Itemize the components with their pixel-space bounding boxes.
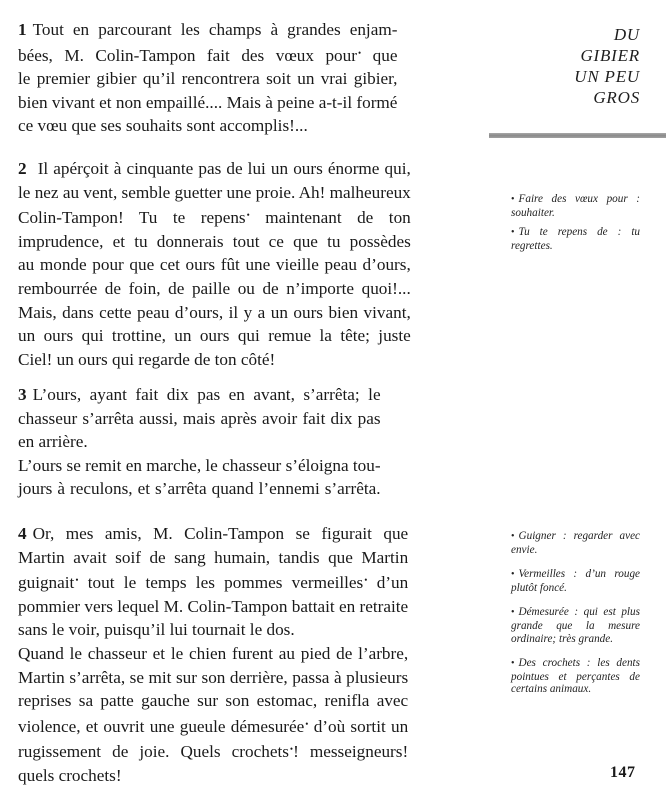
paragraph-number: 2 xyxy=(18,159,27,178)
text-line: rugissement de joie. Quels crochets•! messeigneurs! xyxy=(18,742,409,762)
margin-note xyxy=(511,657,640,696)
note-definition: d’un rouge plutôt foncé. xyxy=(511,568,641,594)
footnote-marker: • xyxy=(357,47,362,58)
text-line: 4 Or, mes amis, M. Colin-Tampon se figurait que xyxy=(18,524,409,543)
margin-note xyxy=(511,193,640,219)
note-term: Des crochets : xyxy=(518,657,591,670)
text-line: quels crochets! xyxy=(18,765,122,785)
footnote-marker: • xyxy=(289,744,294,755)
paragraph-4 xyxy=(18,522,408,788)
margin-notes-group-2 xyxy=(511,530,640,708)
text-line: Colin-Tampon! Tu te repens• maintenant de ton xyxy=(18,208,411,228)
page-number: 147 xyxy=(610,764,636,781)
text-line: en arrière. xyxy=(18,432,88,452)
margin-note xyxy=(511,226,640,252)
note-term: Guigner : xyxy=(518,530,567,542)
text-line: Martin s’arrêta, se mit sur son derrière, passa à plusieurs xyxy=(18,667,409,687)
paragraph-3 xyxy=(18,383,381,501)
footnote-marker: • xyxy=(364,575,368,586)
text-line: 3 L’ours, ayant fait dix pas en avant, s’arrêta; le xyxy=(18,385,381,404)
note-definition: tu regrettes. xyxy=(511,226,641,252)
paragraph-number: 3 xyxy=(18,385,27,404)
text-line: imprudence, et tu donnerais tout ce que tu possèdes xyxy=(18,231,411,251)
margin-note xyxy=(511,568,640,594)
text-line: rembourrée de foin, de paille ou de n’importe quoi!... xyxy=(18,278,411,298)
text-line: le premier gibier qu’il rencontrera soit un vrai gibier, xyxy=(18,69,398,89)
note-definition: regarder avec envie. xyxy=(511,530,641,556)
paragraph-2 xyxy=(18,157,411,371)
bullet-icon: • xyxy=(511,227,515,239)
note-definition: souhaiter. xyxy=(511,206,555,219)
note-term: Démesurée : xyxy=(518,606,579,619)
text-line: Martin avait soif de sang humain, tandis que Martin xyxy=(18,547,409,567)
bullet-icon: • xyxy=(511,531,515,542)
title-line: GIBIER xyxy=(580,46,640,65)
text-line: violence, et ouvrit une gueule démesurée• d’où sortit un xyxy=(18,716,409,736)
text-line: un ours qui trottine, un ours qui remue la tête; juste xyxy=(18,326,411,346)
title-divider xyxy=(489,133,666,138)
title-line: DU xyxy=(613,25,640,44)
text-line: Mais, dans cette peau d’ours, il y a un ours bien vivant, xyxy=(18,302,411,322)
title-line: GROS xyxy=(593,88,640,107)
footnote-marker: • xyxy=(75,575,79,586)
text-line: 1 Tout en parcourant les champs à grandes enjam- xyxy=(18,20,398,39)
title-line: UN PEU xyxy=(574,67,640,86)
bullet-icon: • xyxy=(511,607,515,619)
text-line: L’ours se remit en marche, le chasseur s’éloigna tou- xyxy=(18,455,381,475)
text-line: bées, M. Colin-Tampon fait des vœux pour• que xyxy=(18,45,398,65)
note-definition: qui est plus grande que la mesure ordinaire; très grande. xyxy=(511,606,640,645)
bullet-icon: • xyxy=(511,658,515,670)
text-line: ce vœu que ses souhaits sont accomplis!... xyxy=(18,116,308,136)
note-term: Faire des vœux pour : xyxy=(518,193,640,205)
section-title xyxy=(574,24,640,108)
text-line: pommier vers lequel M. Colin-Tampon battait en retraite xyxy=(18,596,409,616)
text-line: bien vivant et non empaillé.... Mais à peine a-t-il formé xyxy=(18,92,398,112)
margin-note xyxy=(511,606,640,645)
text-line: reprises sa patte gauche sur son estomac, renifla avec xyxy=(18,691,409,711)
paragraph-1 xyxy=(18,18,397,138)
text-line: le nez au vent, semble guetter une proie. Ah! malheureux xyxy=(18,182,411,202)
note-term: Tu te repens de : xyxy=(518,226,622,239)
note-term: Vermeilles : xyxy=(518,568,578,581)
bullet-icon: • xyxy=(511,194,515,205)
text-line: chasseur s’arrêta aussi, mais après avoir fait dix pas xyxy=(18,408,381,428)
bullet-icon: • xyxy=(511,569,515,581)
text-line: au monde pour que cet ours fût une vieille peau d’ours, xyxy=(18,255,411,275)
text-line: guignait• tout le temps les pommes vermeilles• d’un xyxy=(18,573,409,593)
footnote-marker: • xyxy=(305,718,309,729)
margin-note xyxy=(511,530,640,556)
paragraph-number: 1 xyxy=(18,20,27,39)
footnote-marker: • xyxy=(246,210,250,221)
margin-notes-group-1 xyxy=(511,193,640,259)
text-line: 2 Il apérçoit à cinquante pas de lui un ours énorme qui, xyxy=(18,159,411,178)
text-line: Quand le chasseur et le chien furent au pied de l’arbre, xyxy=(18,643,409,663)
text-line: jours à reculons, et s’arrêta quand l’ennemi s’arrêta. xyxy=(18,479,381,499)
note-definition: les dents pointues et perçantes de certains animaux. xyxy=(511,657,641,696)
text-line: Ciel! un ours qui regarde de ton côté! xyxy=(18,349,276,369)
text-line: sans le voir, puisqu’il lui tournait le dos. xyxy=(18,620,295,640)
paragraph-number: 4 xyxy=(18,524,27,543)
